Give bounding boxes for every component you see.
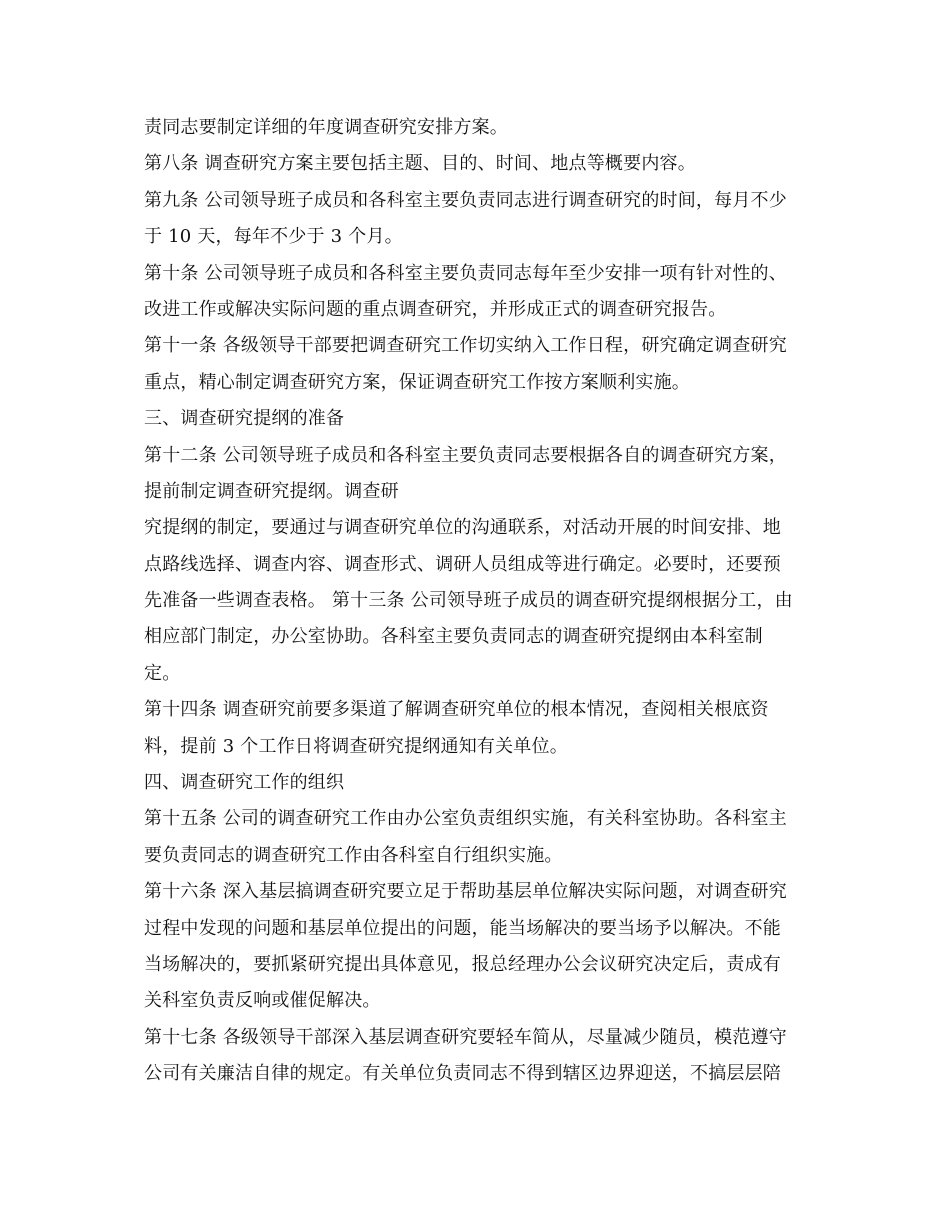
text-line: 公司有关廉洁自律的规定。有关单位负责同志不得到辖区边界迎送，不搞层层陪 [144,1063,781,1085]
text-line: 相应部门制定，办公室协助。各科室主要负责同志的调查研究提纲由本科室制 [144,626,763,648]
document-body [144,110,809,1093]
text-line: 第十五条 公司的调查研究工作由办公室负责组织实施，有关科室协助。各科室主 [144,808,787,830]
text-line: 先准备一些调查表格。 第十三条 公司领导班子成员的调查研究提纲根据分工，由 [144,590,793,612]
text-line: 定。 [144,662,181,684]
text-line: 重点，精心制定调查研究方案，保证调查研究工作按方案顺利实施。 [144,371,690,393]
text-line: 第十四条 调查研究前要多渠道了解调查研究单位的根本情况，查阅相关根底资 [144,699,769,721]
text-line: 提前制定调查研究提纲。调查研 [144,480,399,502]
text-line: 过程中发现的问题和基层单位提出的问题，能当场解决的要当场予以解决。不能 [144,917,781,939]
text-line: 第九条 公司领导班子成员和各科室主要负责同志进行调查研究的时间，每月不少 [144,189,787,211]
text-line: 第十条 公司领导班子成员和各科室主要负责同志每年至少安排一项有针对性的、 [144,262,787,284]
text-line: 第十六条 深入基层搞调查研究要立足于帮助基层单位解决实际问题，对调查研究 [144,881,787,903]
text-line: 第十七条 各级领导干部深入基层调查研究要轻车简从，尽量减少随员，模范遵守 [144,1026,787,1048]
text-line: 当场解决的，要抓紧研究提出具体意见，报总经理办公会议研究决定后，责成有 [144,953,781,975]
text-line: 第十二条 公司领导班子成员和各科室主要负责同志要根据各自的调查研究方案， [144,444,787,466]
text-line: 改进工作或解决实际问题的重点调查研究，并形成正式的调查研究报告。 [144,298,727,320]
text-line: 第十一条 各级领导干部要把调查研究工作切实纳入工作日程，研究确定调查研究 [144,335,787,357]
text-line: 料，提前 3 个工作日将调查研究提纲通知有关单位。 [144,735,568,757]
section-heading: 四、调查研究工作的组织 [144,772,345,794]
text-line: 关科室负责反响或催促解决。 [144,990,381,1012]
text-line: 于 10 天，每年不少于 3 个月。 [144,226,403,248]
text-line: 要负责同志的调查研究工作由各科室自行组织实施。 [144,844,563,866]
text-line: 责同志要制定详细的年度调查研究安排方案。 [144,117,508,138]
text-line: 点路线选择、调查内容、调查形式、调研人员组成等进行确定。必要时，还要预 [144,553,781,575]
text-line: 第八条 调查研究方案主要包括主题、目的、时间、地点等概要内容。 [144,153,696,175]
section-heading: 三、调查研究提纲的准备 [144,408,345,430]
text-line: 究提纲的制定，要通过与调查研究单位的沟通联系，对活动开展的时间安排、地 [144,517,781,539]
